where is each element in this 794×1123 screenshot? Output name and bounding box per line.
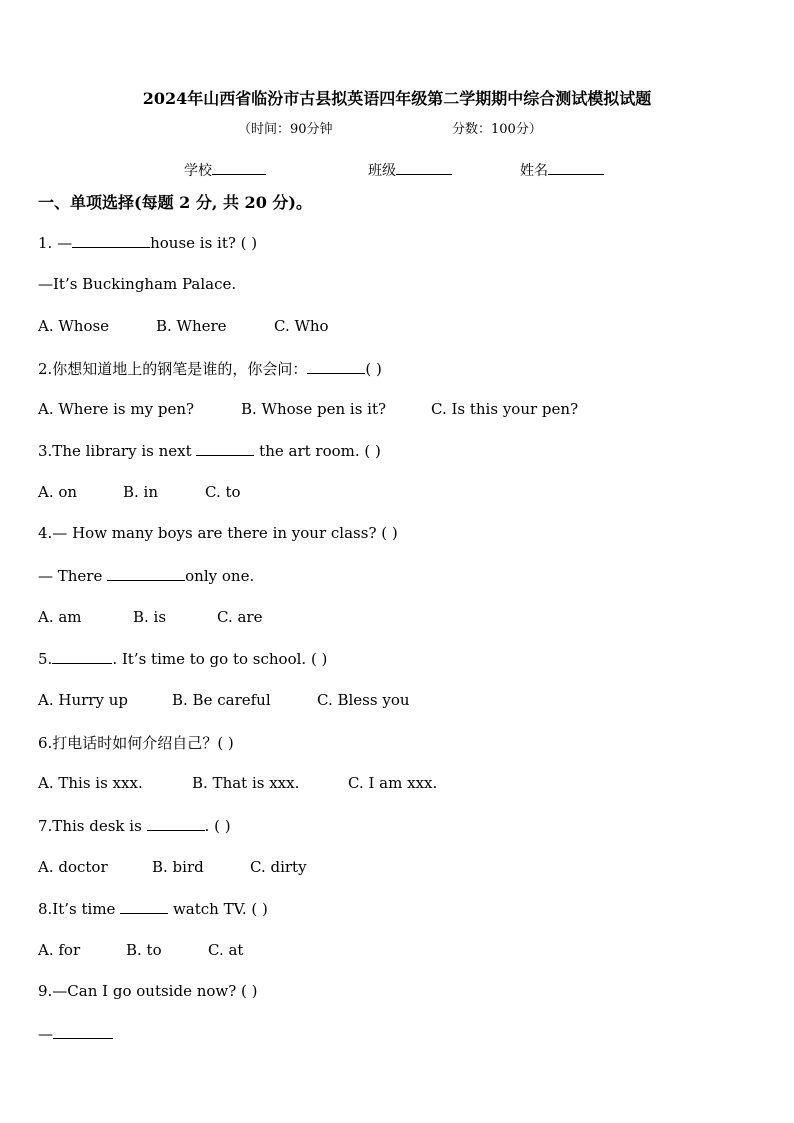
class-label: 班级 (368, 163, 396, 179)
answer-blank (52, 649, 112, 664)
option-a: A. doctor (38, 858, 108, 876)
option-b: B. That is xxx. (192, 774, 300, 792)
name-blank (548, 160, 604, 175)
score-info: 分数：100分） (452, 122, 542, 137)
question-4: 4.— How many boys are there in your class? ( ) (38, 524, 398, 542)
option-a: A. This is xxx. (38, 774, 143, 792)
name-label: 姓名 (520, 163, 548, 179)
answer-blank (107, 566, 185, 581)
answer-blank (72, 233, 150, 248)
question-6: 6.打电话时如何介绍自己？( ) (38, 734, 234, 752)
question-7-options (38, 858, 307, 876)
question-8-options (38, 941, 243, 959)
option-c: C. Who (274, 317, 329, 335)
school-blank (212, 160, 266, 175)
name-field (520, 160, 604, 180)
question-9: 9.—Can I go outside now? ( ) (38, 982, 258, 1000)
option-c: C. at (208, 941, 244, 959)
answer-blank (120, 899, 168, 914)
answer-blank (196, 441, 254, 456)
exam-title: 2024年山西省临汾市古县拟英语四年级第二学期期中综合测试模拟试题 (142, 89, 652, 108)
option-b: B. is (133, 608, 167, 626)
option-a: A. am (38, 608, 82, 626)
answer-blank (307, 359, 365, 374)
option-b: B. to (126, 941, 162, 959)
answer-blank (53, 1024, 113, 1039)
question-3: 3.The library is next the art room. ( ) (38, 442, 381, 460)
option-b: B. bird (152, 858, 204, 876)
option-a: A. Whose (38, 317, 110, 335)
question-2: 2.你想知道地上的钢笔是谁的，你会问： ( ) (38, 360, 382, 378)
option-b: B. Whose pen is it? (241, 400, 387, 418)
question-5: 5. . It’s time to go to school. ( ) (38, 650, 328, 668)
question-2-options (38, 400, 578, 418)
answer-blank (147, 816, 205, 831)
class-field (368, 160, 452, 180)
question-1-reply: —It’s Buckingham Palace. (38, 275, 237, 293)
school-label: 学校 (184, 163, 212, 179)
option-c: C. dirty (250, 858, 307, 876)
question-4-options (38, 608, 262, 626)
option-a: A. for (38, 941, 81, 959)
question-1: 1. — house is it? ( ) (38, 234, 258, 252)
question-3-options (38, 483, 241, 501)
option-b: B. in (123, 483, 159, 501)
question-7: 7.This desk is . ( ) (38, 817, 231, 835)
option-c: C. to (205, 483, 241, 501)
question-8: 8.It’s time watch TV. ( ) (38, 900, 268, 918)
question-6-options (38, 774, 437, 792)
option-a: A. on (38, 483, 78, 501)
section-title: 一、单项选择(每题 2 分, 共 20 分)。 (38, 193, 312, 212)
option-c: C. Bless you (317, 691, 410, 709)
option-a: A. Where is my pen? (38, 400, 195, 418)
option-c: C. Is this your pen? (431, 400, 579, 418)
option-b: B. Be careful (172, 691, 271, 709)
option-c: C. I am xxx. (348, 774, 438, 792)
question-1-options (38, 317, 329, 335)
question-4-reply: — There only one. (38, 567, 255, 585)
class-blank (396, 160, 452, 175)
school-field (184, 160, 266, 180)
question-5-options (38, 691, 410, 709)
option-b: B. Where (156, 317, 227, 335)
question-9-reply: — (38, 1024, 113, 1043)
time-info: （时间：90分钟 (238, 122, 333, 137)
option-c: C. are (217, 608, 263, 626)
option-a: A. Hurry up (38, 691, 128, 709)
